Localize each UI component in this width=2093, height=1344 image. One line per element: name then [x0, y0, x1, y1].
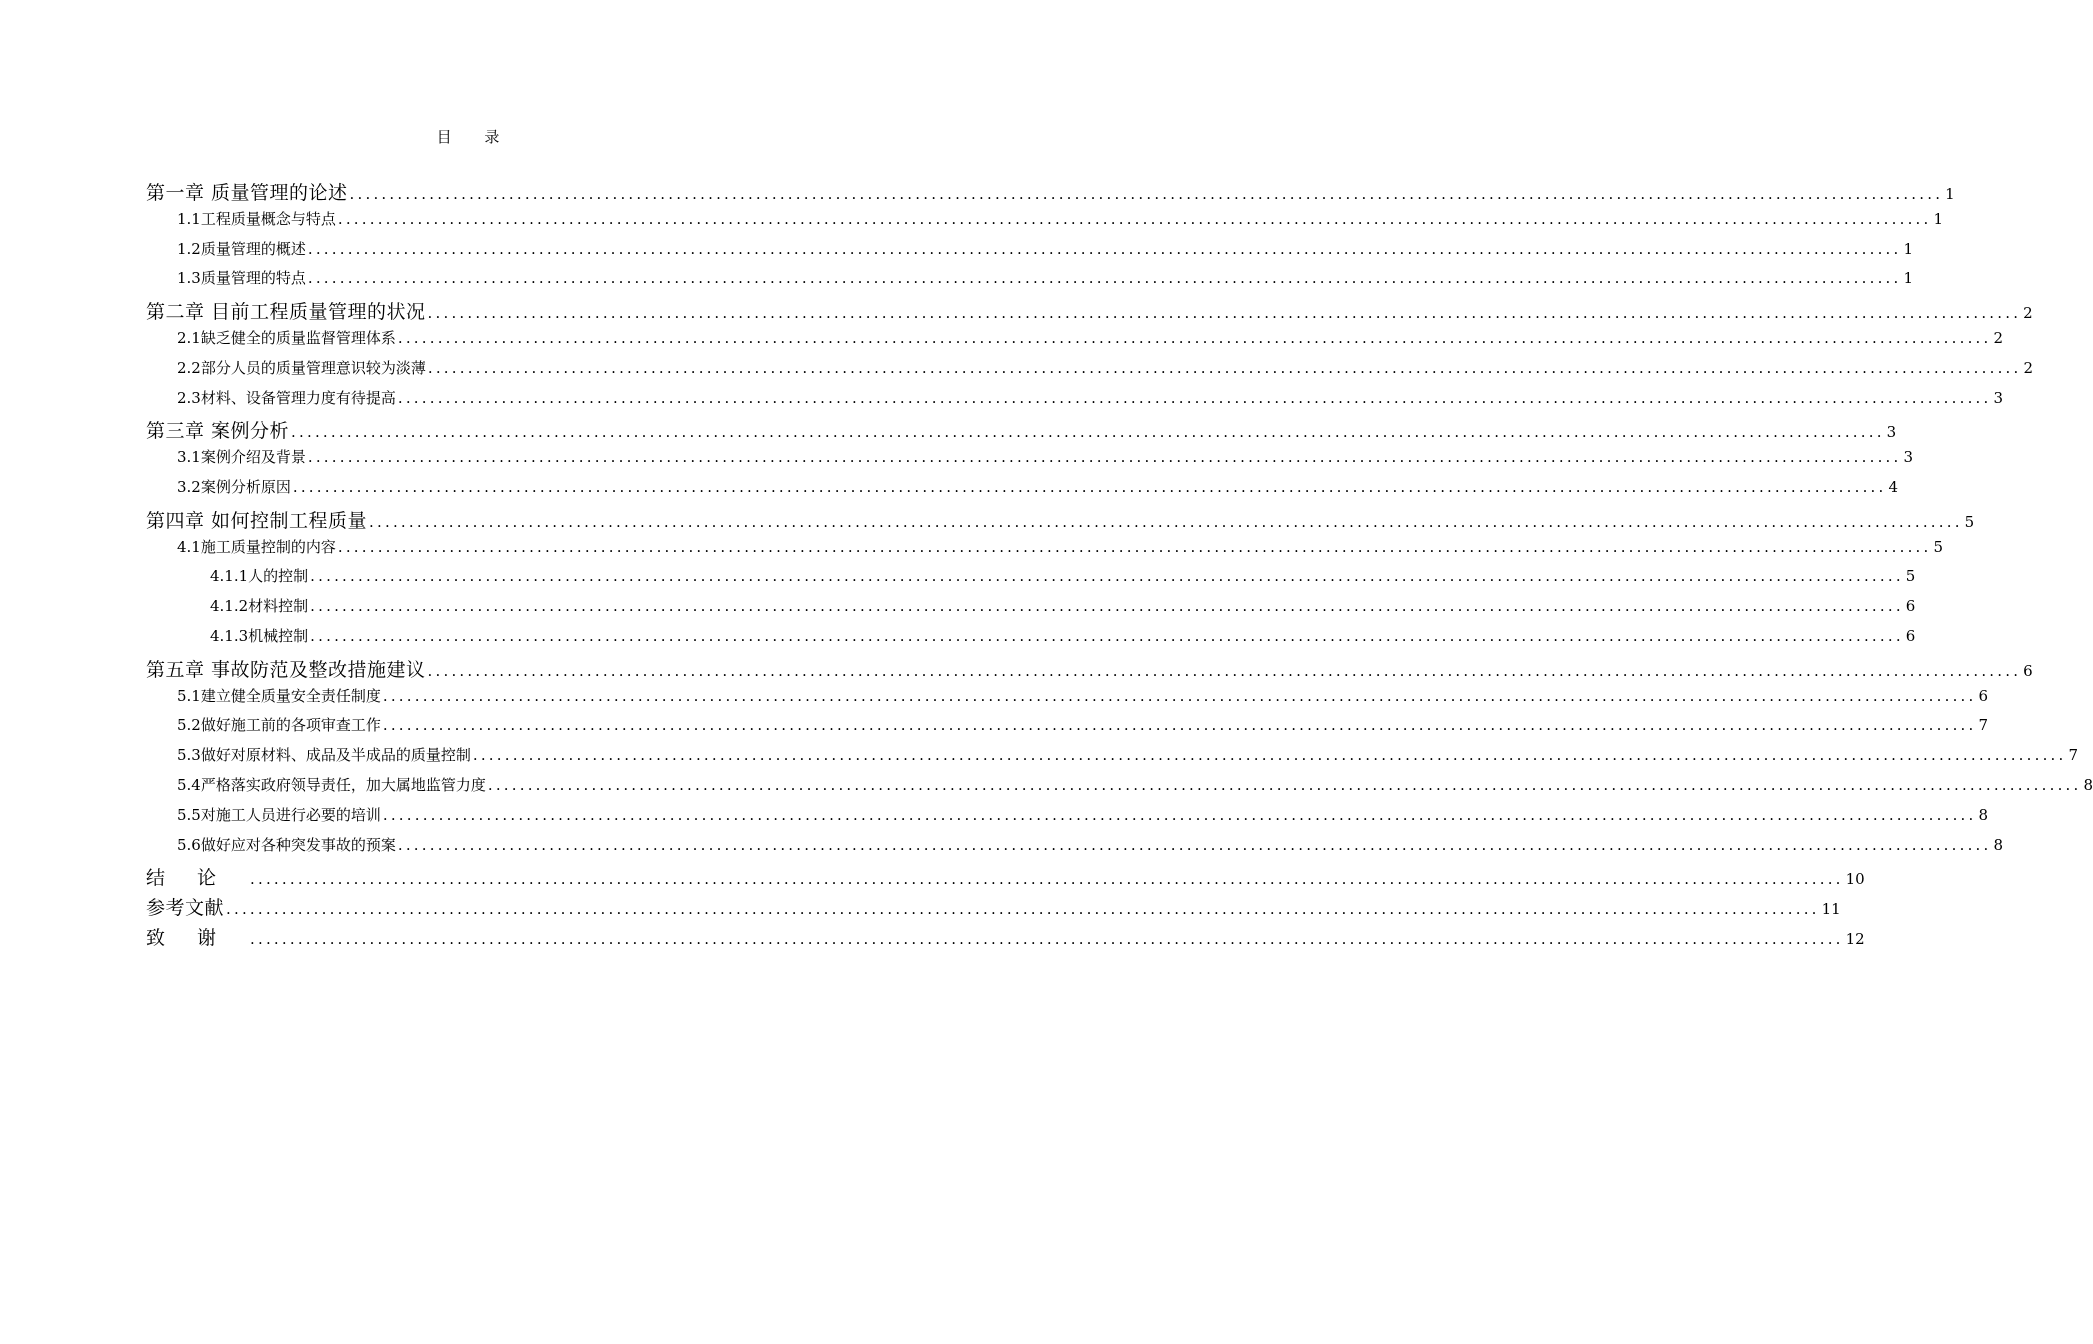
- toc-entry-page-number: 5: [1964, 512, 1975, 531]
- toc-entry[interactable]: [146, 267, 1914, 297]
- toc-leader-dots: ........................................................................................................................................................................................................: [382, 716, 1977, 735]
- toc-entry-page-number: 8: [1978, 805, 1989, 824]
- toc-leader-dots: ........................................................................................................................................................................................................: [427, 661, 2022, 680]
- toc-entry[interactable]: [146, 744, 2079, 774]
- toc-entry-label: 第一章 质量管理的论述: [146, 182, 348, 204]
- toc-entry[interactable]: [146, 685, 1989, 715]
- toc-leader-dots: ........................................................................................................................................................................................................: [250, 870, 1844, 889]
- toc-entry-page-number: 7: [2068, 746, 2079, 765]
- toc-leader-dots: ........................................................................................................................................................................................................: [307, 448, 1902, 467]
- toc-entry[interactable]: [146, 804, 1989, 834]
- toc-entry[interactable]: [146, 863, 1865, 893]
- toc-entry-page-number: 2: [2023, 358, 2034, 377]
- toc-entry-label: 4.1.2材料控制: [210, 597, 309, 616]
- toc-entry-label: 2.1缺乏健全的质量监督管理体系: [177, 328, 396, 347]
- toc-leader-dots: ........................................................................................................................................................................................................: [291, 423, 1885, 442]
- toc-entry[interactable]: [146, 565, 1916, 595]
- toc-entry-page-number: 6: [1905, 597, 1916, 616]
- toc-entry[interactable]: [146, 476, 1899, 506]
- toc-entry-label: 1.1工程质量概念与特点: [177, 209, 336, 228]
- toc-entry-page-number: 1: [1903, 269, 1914, 288]
- toc-leader-dots: ........................................................................................................................................................................................................: [487, 775, 2082, 794]
- toc-leader-dots: ........................................................................................................................................................................................................: [307, 239, 1902, 258]
- toc-leader-dots: ........................................................................................................................................................................................................: [369, 512, 1963, 531]
- toc-leader-dots: ........................................................................................................................................................................................................: [310, 567, 1904, 586]
- toc-entry[interactable]: [146, 238, 1914, 268]
- toc-entry-label: 2.2部分人员的质量管理意识较为淡薄: [177, 358, 426, 377]
- toc-entry[interactable]: [146, 655, 2033, 685]
- toc-entry-label: 2.3材料、设备管理力度有待提高: [177, 388, 396, 407]
- toc-entry-label: 第三章 案例分析: [146, 420, 290, 443]
- toc-entry-label: 1.2质量管理的概述: [177, 239, 306, 258]
- toc-entry-page-number: 1: [1933, 209, 1944, 228]
- toc-entry-label: 4.1.3机械控制: [210, 626, 309, 645]
- toc-entry-page-number: 1: [1903, 239, 1914, 258]
- toc-leader-dots: ........................................................................................................................................................................................................: [427, 358, 2022, 377]
- toc-entry-label: 4.1.1人的控制: [210, 567, 309, 586]
- toc-leader-dots: ........................................................................................................................................................................................................: [337, 537, 1932, 556]
- toc-leader-dots: ........................................................................................................................................................................................................: [310, 626, 1904, 645]
- toc-leader-dots: ........................................................................................................................................................................................................: [337, 209, 1932, 228]
- toc-entry[interactable]: [146, 923, 1865, 953]
- toc-leader-dots: ........................................................................................................................................................................................................: [349, 185, 1944, 203]
- toc-entry-label: 1.3质量管理的特点: [177, 269, 306, 288]
- toc-entry-label: 5.6做好应对各种突发事故的预案: [177, 835, 396, 854]
- toc-entry-page-number: 12: [1845, 929, 1865, 948]
- toc-entry-page-number: 7: [1978, 716, 1989, 735]
- toc-entry-label: 结论: [146, 867, 249, 890]
- toc-entry[interactable]: [146, 327, 2004, 357]
- toc-entry-page-number: 4: [1888, 477, 1899, 496]
- toc-entry-label: 3.2案例分析原因: [177, 477, 291, 496]
- toc-entry-page-number: 8: [1993, 835, 2004, 854]
- toc-entry-label: 5.3做好对原材料、成品及半成品的质量控制: [177, 746, 471, 765]
- toc-entry[interactable]: [146, 178, 1955, 208]
- toc-entry[interactable]: [146, 506, 1975, 536]
- toc-entry[interactable]: [146, 536, 1944, 566]
- toc-leader-dots: ........................................................................................................................................................................................................: [472, 746, 2067, 765]
- toc-entry-page-number: 11: [1821, 900, 1841, 919]
- toc-leader-dots: ........................................................................................................................................................................................................: [307, 269, 1902, 288]
- toc-entry[interactable]: [146, 357, 2034, 387]
- table-of-contents: [146, 178, 2093, 953]
- toc-entry-page-number: 5: [1905, 567, 1916, 586]
- toc-entry[interactable]: [146, 297, 2033, 327]
- toc-leader-dots: ........................................................................................................................................................................................................: [382, 686, 1977, 705]
- toc-leader-dots: ........................................................................................................................................................................................................: [427, 304, 2022, 323]
- toc-entry-label: 5.2做好施工前的各项审查工作: [177, 716, 381, 735]
- toc-entry-page-number: 1: [1945, 185, 1955, 203]
- toc-entry[interactable]: [146, 774, 2093, 804]
- toc-entry[interactable]: [146, 625, 1916, 655]
- toc-entry-label: 5.1建立健全质量安全责任制度: [177, 686, 381, 705]
- toc-entry[interactable]: [146, 387, 2004, 417]
- toc-entry-page-number: 3: [1993, 388, 2004, 407]
- toc-leader-dots: ........................................................................................................................................................................................................: [397, 328, 1992, 347]
- toc-entry-label: 致谢: [146, 926, 249, 949]
- toc-entry-page-number: 6: [2023, 661, 2033, 680]
- toc-entry[interactable]: [146, 416, 1897, 446]
- toc-leader-dots: ........................................................................................................................................................................................................: [382, 805, 1977, 824]
- toc-entry-label: 第四章 如何控制工程质量: [146, 509, 368, 532]
- toc-leader-dots: ........................................................................................................................................................................................................: [397, 835, 1992, 854]
- toc-entry-page-number: 5: [1933, 537, 1944, 556]
- toc-entry-label: 5.4严格落实政府领导责任，加大属地监管力度: [177, 775, 486, 794]
- toc-entry-page-number: 6: [1905, 626, 1916, 645]
- toc-entry-label: 5.5对施工人员进行必要的培训: [177, 805, 381, 824]
- toc-entry[interactable]: [146, 714, 1989, 744]
- toc-entry-page-number: 8: [2083, 775, 2093, 794]
- toc-entry[interactable]: [146, 208, 1944, 238]
- toc-entry-label: 第二章 目前工程质量管理的状况: [146, 301, 426, 324]
- toc-leader-dots: ........................................................................................................................................................................................................: [397, 388, 1992, 407]
- toc-title: 目 录: [436, 128, 514, 146]
- toc-entry[interactable]: [146, 893, 1841, 923]
- toc-entry-page-number: 3: [1903, 448, 1914, 467]
- toc-leader-dots: ........................................................................................................................................................................................................: [250, 929, 1844, 948]
- toc-entry-page-number: 3: [1886, 423, 1897, 442]
- toc-entry[interactable]: [146, 834, 2004, 864]
- toc-entry[interactable]: [146, 595, 1916, 625]
- toc-entry-label: 第五章 事故防范及整改措施建议: [146, 658, 426, 681]
- toc-entry-label: 3.1案例介绍及背景: [177, 448, 306, 467]
- toc-entry-label: 参考文献: [146, 897, 225, 920]
- toc-entry-page-number: 10: [1845, 870, 1865, 889]
- toc-leader-dots: ........................................................................................................................................................................................................: [226, 900, 1820, 919]
- toc-entry-page-number: 2: [1993, 328, 2004, 347]
- toc-entry-page-number: 6: [1978, 686, 1989, 705]
- toc-leader-dots: ........................................................................................................................................................................................................: [292, 477, 1887, 496]
- toc-entry-label: 4.1施工质量控制的内容: [177, 537, 336, 556]
- toc-leader-dots: ........................................................................................................................................................................................................: [310, 597, 1904, 616]
- toc-entry-page-number: 2: [2023, 304, 2033, 323]
- toc-entry[interactable]: [146, 446, 1914, 476]
